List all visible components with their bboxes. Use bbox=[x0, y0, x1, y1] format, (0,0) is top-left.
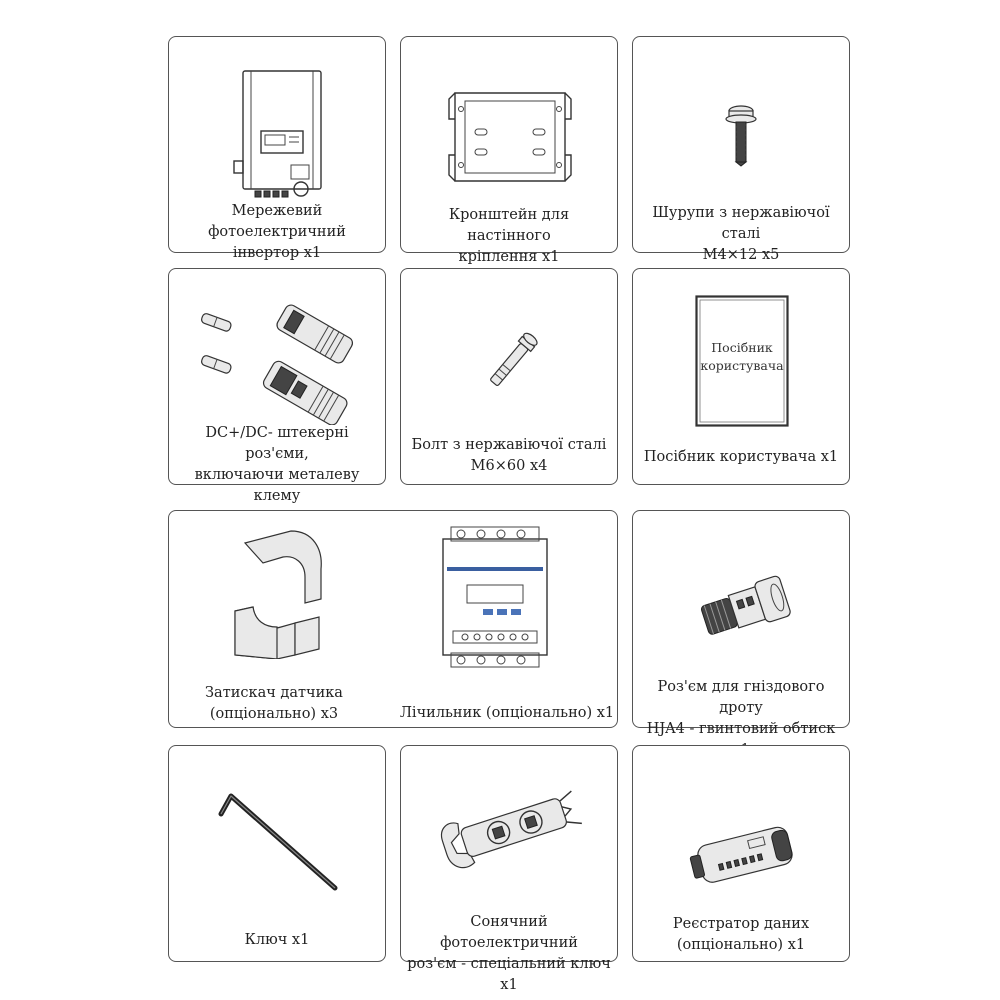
meter-caption bbox=[397, 703, 617, 724]
manual-cover-title bbox=[695, 339, 789, 375]
caption-line: кріплення x1 bbox=[458, 249, 560, 265]
item-caption bbox=[637, 447, 845, 468]
bolt-illustration bbox=[477, 325, 549, 395]
caption-line: (опціонально) x3 bbox=[209, 706, 339, 722]
manual-cover-line: Посібник bbox=[711, 340, 773, 355]
item-card-manual bbox=[632, 268, 850, 485]
item-card-bolt bbox=[400, 268, 618, 485]
item-card-dc-connectors bbox=[168, 268, 386, 504]
caption-line: (опціонально) x1 bbox=[676, 937, 806, 953]
caption-line: фотоелектричний інвертор x1 bbox=[208, 224, 346, 261]
item-caption bbox=[173, 930, 381, 951]
item-card-bracket bbox=[400, 36, 618, 265]
data-logger-illustration bbox=[687, 816, 801, 894]
dc-connector-illustration bbox=[193, 293, 363, 425]
item-caption bbox=[405, 912, 613, 996]
caption-line: Посібник користувача x1 bbox=[643, 449, 839, 465]
item-card-inverter bbox=[168, 36, 386, 261]
caption-line: Реєстратор даних bbox=[672, 916, 810, 932]
item-caption bbox=[637, 203, 845, 266]
sensor-clamp-illustration bbox=[225, 527, 335, 659]
caption-line: HJA4 - гвинтовий обтиск bbox=[646, 721, 836, 737]
manual-cover-line: користувача bbox=[700, 358, 784, 373]
caption-line: M6×60 x4 bbox=[470, 458, 548, 474]
item-card-pv-spanner bbox=[400, 745, 618, 993]
caption-line: Шурупи з нержавіючої сталі bbox=[652, 205, 830, 242]
caption-line: Лічильник (опціонально) x1 bbox=[399, 705, 615, 721]
caption-line: Сонячний фотоелектричний bbox=[440, 914, 578, 951]
caption-line: M4×12 x5 bbox=[702, 247, 780, 263]
sensor-clamp-caption bbox=[179, 683, 369, 725]
pv-spanner-illustration bbox=[437, 784, 583, 880]
wire-connector-illustration bbox=[697, 573, 793, 643]
caption-line: Кронштейн для настінного bbox=[448, 207, 570, 244]
item-card-wire-connector bbox=[632, 510, 850, 737]
item-card-data-logger bbox=[632, 745, 850, 962]
caption-line: Мережевий bbox=[231, 203, 323, 219]
caption-line: Ключ x1 bbox=[244, 932, 310, 948]
hex-key-illustration bbox=[217, 788, 341, 894]
item-caption bbox=[405, 205, 613, 268]
bracket-illustration bbox=[447, 89, 573, 185]
caption-line: роз'єм - спеціальний ключ x1 bbox=[407, 956, 611, 993]
caption-line: включаючи металеву клему bbox=[194, 467, 360, 504]
item-card-screws bbox=[632, 36, 850, 263]
inverter-illustration bbox=[231, 69, 331, 199]
item-caption bbox=[637, 914, 845, 956]
screw-illustration bbox=[723, 105, 759, 167]
caption-line: Роз'єм для гніздового дроту bbox=[657, 679, 825, 716]
manual-cover bbox=[695, 295, 789, 427]
item-caption bbox=[405, 435, 613, 477]
caption-line: DC+/DC- штекерні роз'єми, bbox=[205, 425, 349, 462]
item-caption bbox=[173, 201, 381, 264]
meter-illustration bbox=[441, 525, 549, 669]
caption-line: Затискач датчика bbox=[205, 685, 343, 701]
caption-line: Болт з нержавіючої сталі bbox=[411, 437, 607, 453]
item-card-sensor-clamp-and-meter bbox=[168, 510, 618, 728]
item-card-hex-key bbox=[168, 745, 386, 962]
